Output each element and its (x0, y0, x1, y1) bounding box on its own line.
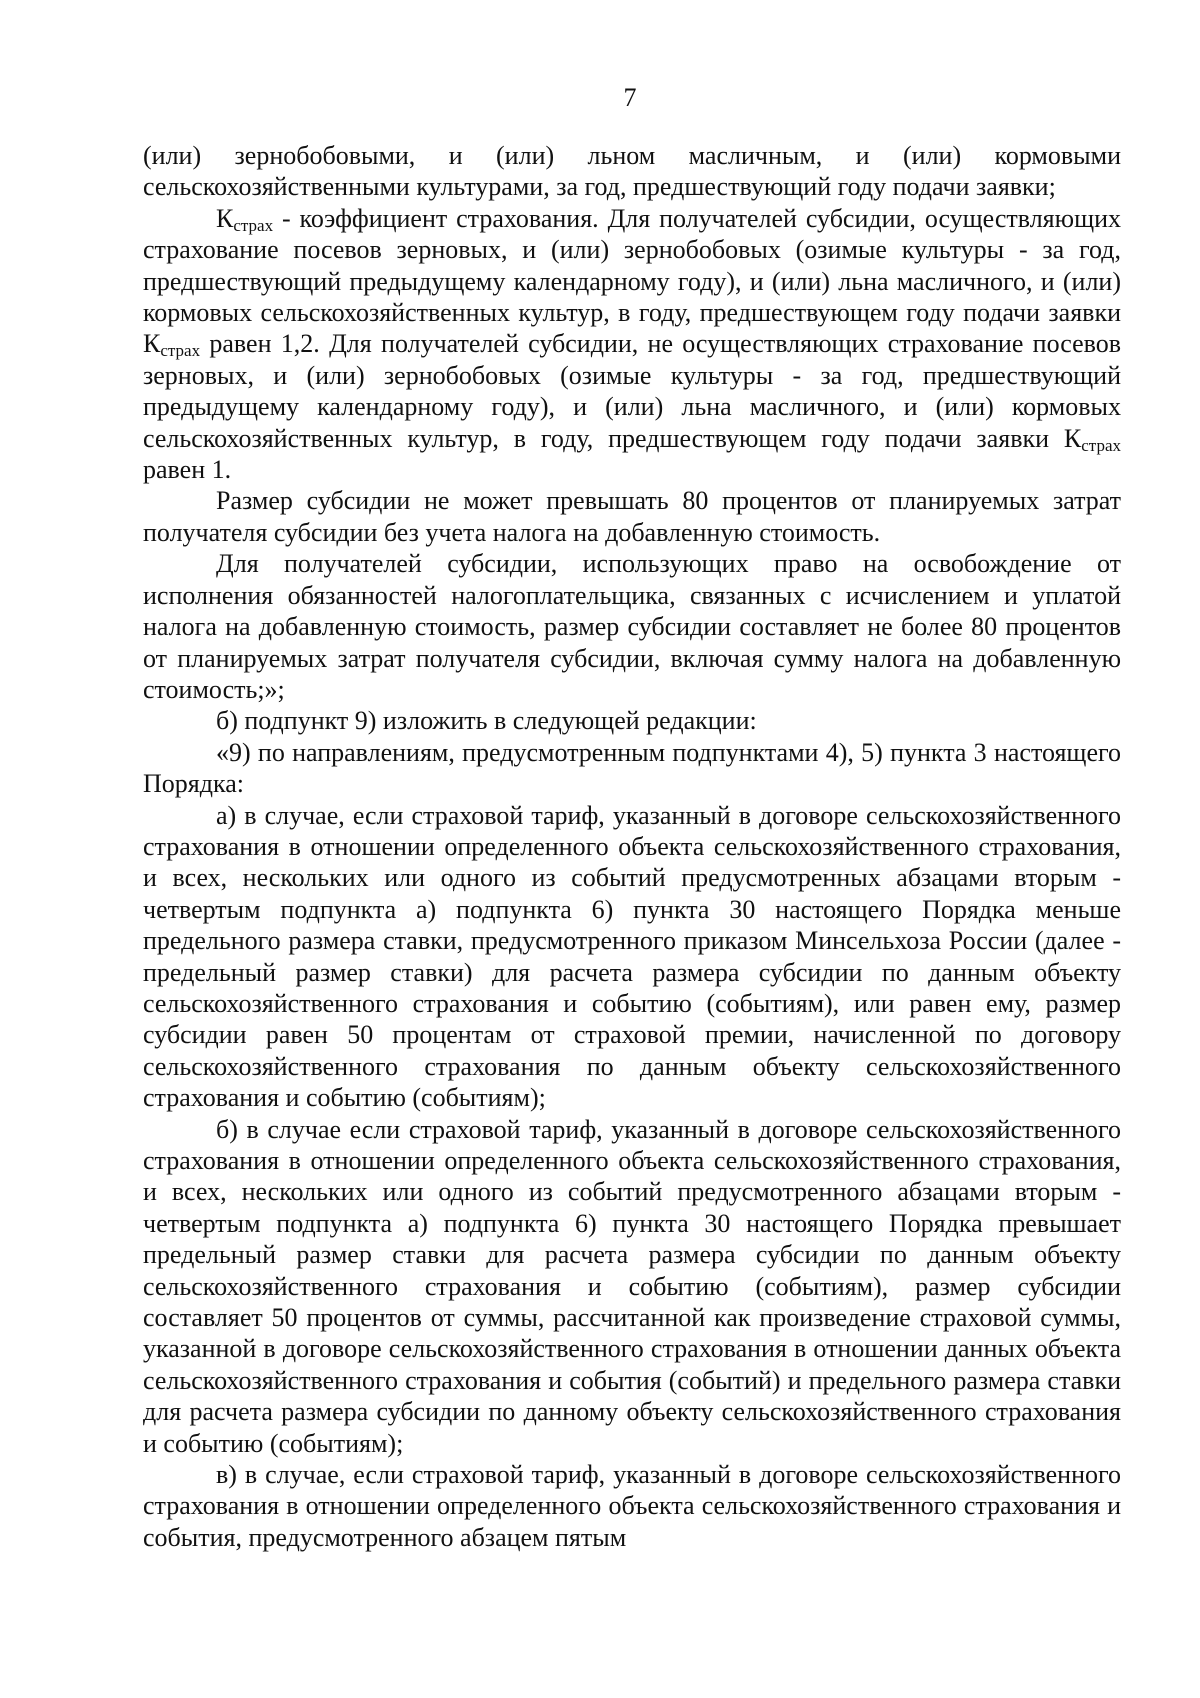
paragraph-9: в) в случае, если страховой тариф, указанный в договоре сельскохозяйственного страхования в отношении определенного объекта сельскохозяйственного страхования и события, предусмотренного абзацем пятым (143, 1460, 1121, 1552)
coefficient-subscript: страх (1081, 435, 1121, 455)
paragraph-4: Для получателей субсидии, использующих право на освобождение от исполнения обязанностей налогоплательщика, связанных с исчислением и уплатой налога на добавленную стоимость, размер субсидии составляет не более 80 процентов от планируемых затрат получателя субсидии, включая сумму налога на добавленную стоимость;»; (143, 549, 1121, 704)
paragraph-5: б) подпункт 9) изложить в следующей редакции: (216, 706, 757, 736)
coefficient-symbol: К (143, 329, 161, 359)
paragraph-2-part-c: равен 1. (143, 455, 232, 485)
coefficient-subscript: страх (160, 341, 201, 361)
paragraph-2-part-b: равен 1,2. Для получателей субсидии, не осуществляющих страхование посевов зерновых, и (или) зернобобовых (озимые культуры - за год, предшествующий предыдущему календарному году), и (или) льна масличного, и (или) кормовых сельскохозяйственных культур, в году, предшествующем году подачи заявки (143, 329, 1121, 453)
coefficient-symbol: К (216, 203, 234, 233)
paragraph-2-part-a: - коэффициент страхования. Для получателей субсидии, осуществляющих страхование посевов зерновых, и (или) зернобобовых (озимые культуры - за год, предшествующий предыдущему календарному году), и (или) льна масличного, и (или) кормовых сельскохозяйственных культур, в году, предшествующем году подачи заявки (143, 203, 1121, 328)
paragraph-3: Размер субсидии не может превышать 80 процентов от планируемых затрат получателя субсидии без учета налога на добавленную стоимость. (143, 486, 1121, 547)
coefficient-subscript: страх (233, 215, 274, 235)
paragraph-8: б) в случае если страховой тариф, указанный в договоре сельскохозяйственного страхования в отношении определенного объекта сельскохозяйственного страхования, и всех, нескольких или одного из событий предусмотренного абзацами вторым - четвертым подпункта а) подпункта 6) пункта 30 настоящего Порядка превышает предельный размер ставки для расчета размера субсидии по данным объекту сельскохозяйственного страхования и событию (событиям), размер субсидии составляет 50 процентов от суммы, рассчитанной как произведение страховой суммы, указанной в договоре сельскохозяйственного страхования в отношении данных объекта сельскохозяйственного страхования и события (событий) и предельного размера ставки для расчета размера субсидии по данному объекту сельскохозяйственного страхования и событию (событиям); (143, 1114, 1121, 1458)
document-body (143, 140, 1121, 1553)
paragraph-7: а) в случае, если страховой тариф, указанный в договоре сельскохозяйственного страхования в отношении определенного объекта сельскохозяйственного страхования, и всех, нескольких или одного из событий предусмотренных абзацами вторым - четвертым подпункта а) подпункта 6) пункта 30 настоящего Порядка меньше предельного размера ставки, предусмотренного приказом Минсельхоза России (далее - предельный размер ставки) для расчета размера субсидии по данным объекту сельскохозяйственного страхования и событию (событиям), или равен ему, размер субсидии равен 50 процентам от страховой премии, начисленной по договору сельскохозяйственного страхования по данным объекту сельскохозяйственного страхования и событию (событиям); (143, 800, 1121, 1113)
paragraph-1: (или) зернобобовыми, и (или) льном масличным, и (или) кормовыми сельскохозяйственными культурами, за год, предшествующий году подачи заявки; (143, 141, 1121, 202)
coefficient-symbol: К (1063, 423, 1082, 453)
paragraph-6: «9) по направлениям, предусмотренным подпунктами 4), 5) пункта 3 настоящего Порядка: (143, 737, 1121, 799)
page-number: 7 (623, 83, 637, 112)
paragraph-2 (143, 203, 1121, 486)
